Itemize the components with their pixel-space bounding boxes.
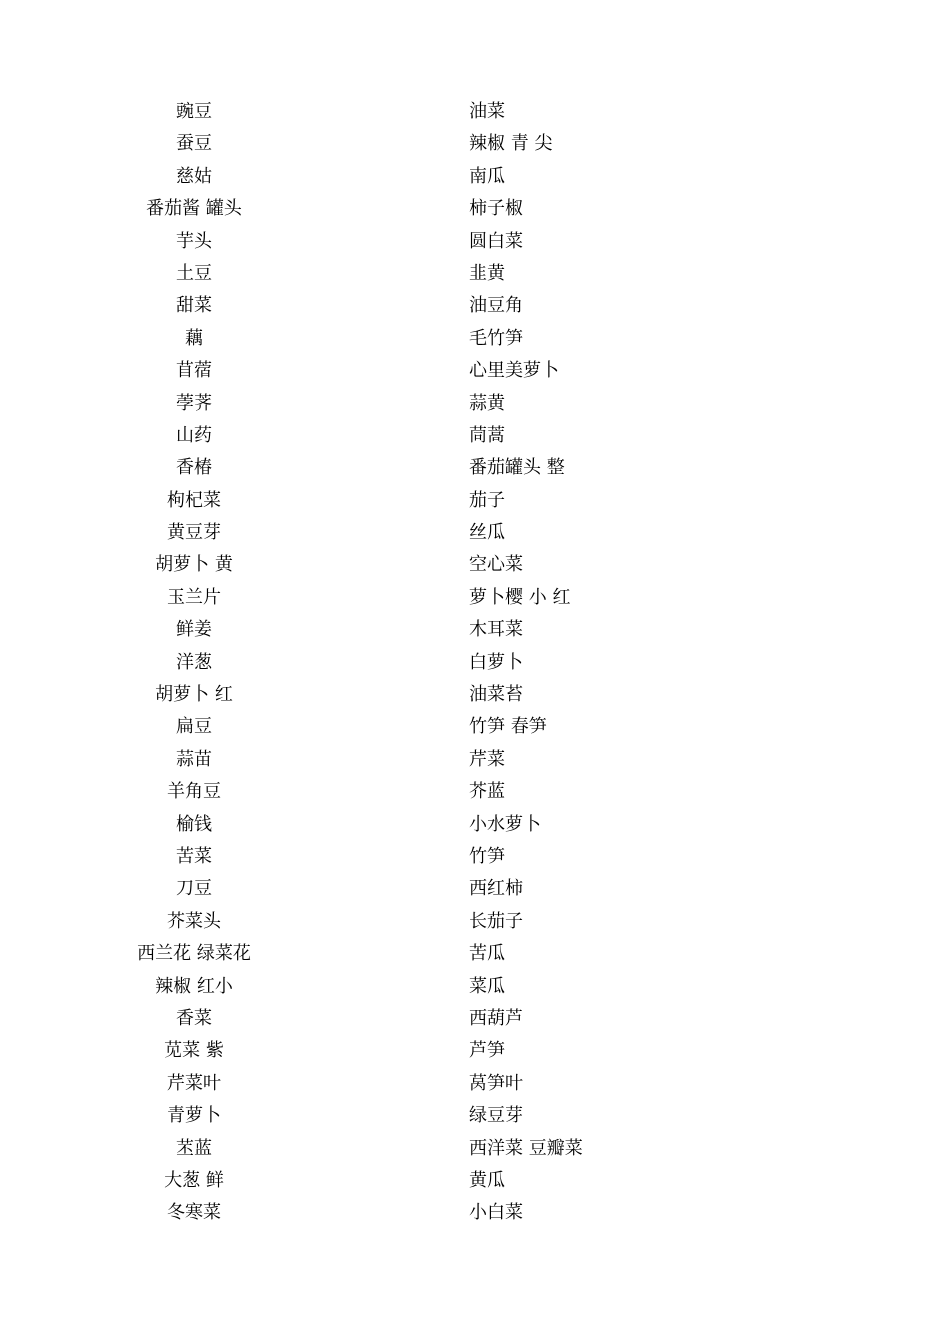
left-column-cell: 藕 [185, 327, 203, 349]
left-column-cell: 洋葱 [176, 651, 212, 673]
table-row [0, 226, 950, 258]
right-column-cell: 小水萝卜 [469, 813, 541, 835]
table-row [0, 679, 950, 711]
table-row [0, 1100, 950, 1132]
right-column-cell: 油菜苔 [469, 684, 523, 706]
right-column-cell: 空心菜 [469, 554, 523, 576]
left-column-cell: 冬寒菜 [167, 1202, 221, 1224]
table-row [0, 873, 950, 905]
left-column-cell: 黄豆芽 [167, 522, 221, 544]
left-column-cell: 蒜苗 [176, 748, 212, 770]
left-column-cell: 土豆 [176, 262, 212, 284]
left-column-cell: 山药 [176, 424, 212, 446]
table-row [0, 1068, 950, 1100]
right-column-cell: 辣椒 青 尖 [469, 133, 553, 155]
left-column-cell: 大葱 鲜 [164, 1169, 224, 1191]
left-column-cell: 芥菜头 [167, 910, 221, 932]
right-column-cell: 蒜黄 [469, 392, 505, 414]
left-column-cell: 扁豆 [176, 716, 212, 738]
left-column-cell: 芹菜叶 [167, 1072, 221, 1094]
left-column-cell: 慈姑 [176, 165, 212, 187]
right-column-cell: 柿子椒 [469, 198, 523, 220]
right-column-cell: 南瓜 [469, 165, 505, 187]
right-column-cell: 菜瓜 [469, 975, 505, 997]
left-column-cell: 青萝卜 [167, 1105, 221, 1127]
table-row [0, 323, 950, 355]
table-row [0, 485, 950, 517]
table-row [0, 96, 950, 128]
table-row [0, 1035, 950, 1067]
left-column-cell: 枸杞菜 [167, 489, 221, 511]
table-row [0, 1197, 950, 1229]
left-column-cell: 羊角豆 [167, 781, 221, 803]
right-column-cell: 韭黄 [469, 262, 505, 284]
right-column-cell: 心里美萝卜 [469, 360, 559, 382]
right-column-cell: 毛竹笋 [469, 327, 523, 349]
table-row [0, 258, 950, 290]
left-column-cell: 西兰花 绿菜花 [137, 943, 251, 965]
right-column-cell: 茄子 [469, 489, 505, 511]
table-row [0, 711, 950, 743]
table-row [0, 290, 950, 322]
left-column-cell: 胡萝卜 黄 [155, 554, 233, 576]
left-column-cell: 甜菜 [176, 295, 212, 317]
right-column-cell: 芥蓝 [469, 781, 505, 803]
right-column-cell: 萝卜樱 小 红 [469, 586, 571, 608]
right-column-cell: 圆白菜 [469, 230, 523, 252]
table-row [0, 938, 950, 970]
table-row [0, 776, 950, 808]
right-column-cell: 小白菜 [469, 1202, 523, 1224]
right-column-cell: 黄瓜 [469, 1169, 505, 1191]
right-column-cell: 油菜 [469, 101, 505, 122]
left-column-cell: 榆钱 [176, 813, 212, 835]
table-row [0, 355, 950, 387]
right-column-cell: 油豆角 [469, 295, 523, 317]
right-column-cell: 番茄罐头 整 [469, 457, 565, 479]
left-column-cell: 刀豆 [176, 878, 212, 900]
table-row [0, 517, 950, 549]
right-column-cell: 竹笋 [469, 845, 505, 867]
left-column-cell: 豌豆 [176, 101, 212, 122]
table-row [0, 1165, 950, 1197]
left-column-cell: 芋头 [176, 230, 212, 252]
table-row [0, 452, 950, 484]
right-column-cell: 莴笋叶 [469, 1072, 523, 1094]
left-column-cell: 苤蓝 [176, 1137, 212, 1159]
table-row [0, 906, 950, 938]
table-row [0, 809, 950, 841]
left-column-cell: 鲜姜 [176, 619, 212, 641]
left-column-cell: 蚕豆 [176, 133, 212, 155]
table-row [0, 193, 950, 225]
table-row [0, 971, 950, 1003]
left-column-cell: 番茄酱 罐头 [146, 198, 242, 220]
right-column-cell: 芹菜 [469, 748, 505, 770]
table-row [0, 744, 950, 776]
right-column-cell: 茼蒿 [469, 424, 505, 446]
left-column-cell: 胡萝卜 红 [155, 684, 233, 706]
table-row [0, 420, 950, 452]
left-column-cell: 苜蓿 [176, 360, 212, 382]
vegetable-list-table [0, 96, 950, 1230]
right-column-cell: 西红柿 [469, 878, 523, 900]
table-row [0, 1003, 950, 1035]
table-row [0, 128, 950, 160]
left-column-cell: 苦菜 [176, 845, 212, 867]
left-column-cell: 玉兰片 [167, 586, 221, 608]
left-column-cell: 荸荠 [176, 392, 212, 414]
left-column-cell: 香椿 [176, 457, 212, 479]
left-column-cell: 辣椒 红小 [155, 975, 233, 997]
table-row [0, 582, 950, 614]
table-row [0, 388, 950, 420]
right-column-cell: 丝瓜 [469, 522, 505, 544]
right-column-cell: 西洋菜 豆瓣菜 [469, 1137, 583, 1159]
right-column-cell: 芦笋 [469, 1040, 505, 1062]
table-row [0, 614, 950, 646]
table-row [0, 647, 950, 679]
right-column-cell: 长茄子 [469, 910, 523, 932]
right-column-cell: 苦瓜 [469, 943, 505, 965]
right-column-cell: 竹笋 春笋 [469, 716, 547, 738]
table-row [0, 1133, 950, 1165]
right-column-cell: 木耳菜 [469, 619, 523, 641]
left-column-cell: 香菜 [176, 1007, 212, 1029]
table-row [0, 549, 950, 581]
table-row [0, 161, 950, 193]
right-column-cell: 绿豆芽 [469, 1105, 523, 1127]
table-row [0, 841, 950, 873]
right-column-cell: 白萝卜 [469, 651, 523, 673]
left-column-cell: 苋菜 紫 [164, 1040, 224, 1062]
right-column-cell: 西葫芦 [469, 1007, 523, 1029]
